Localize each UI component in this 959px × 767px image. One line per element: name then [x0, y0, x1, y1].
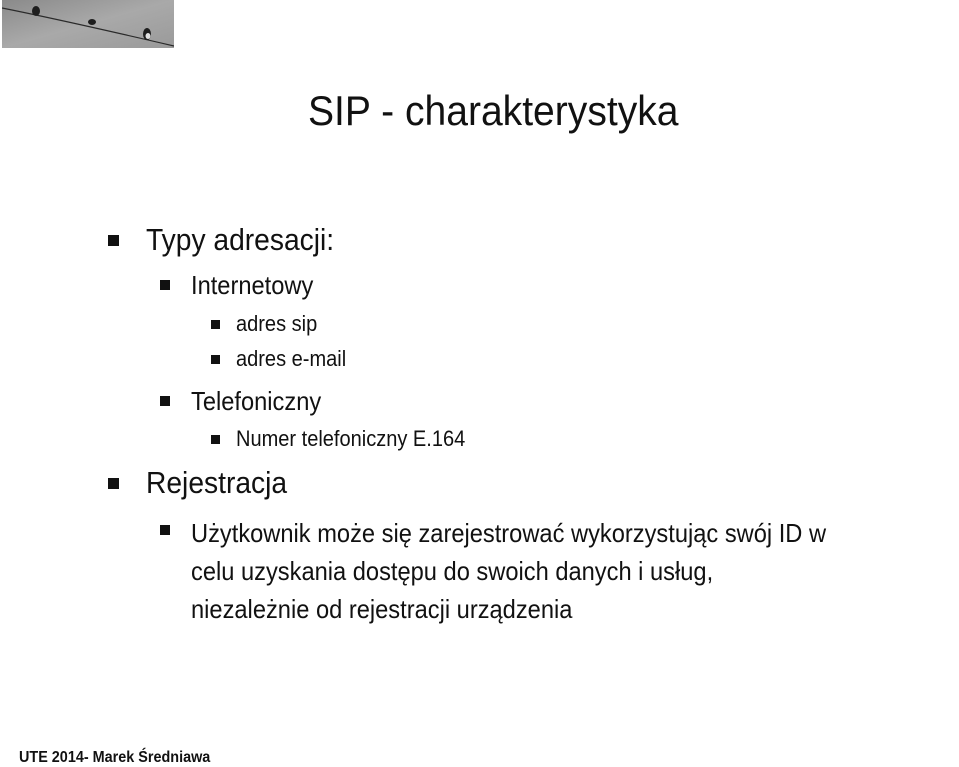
bullet-square-icon	[211, 435, 220, 444]
registration-description	[191, 514, 959, 628]
bullet-item-rejestracja: Rejestracja	[146, 465, 288, 500]
bullet-square-icon	[211, 320, 220, 329]
bullet-item-adres-email: adres e-mail	[236, 346, 347, 371]
bullet-item-typy-adresacji: Typy adresacji:	[146, 222, 335, 257]
bullet-square-icon	[160, 525, 170, 535]
bullet-square-icon	[160, 280, 170, 290]
birds-on-wire-image	[2, 0, 174, 48]
registration-description-line: celu uzyskania dostępu do swoich danych i usług,	[191, 556, 714, 586]
registration-description-line: Użytkownik może się zarejestrować wykorzystując swój ID w	[191, 518, 827, 548]
slide-title: SIP - charakterystyka	[308, 87, 679, 134]
registration-description-line: niezależnie od rejestracji urządzenia	[191, 594, 573, 624]
bullet-item-adres-sip: adres sip	[236, 311, 318, 336]
bullet-square-icon	[108, 235, 119, 246]
bullet-item-internetowy: Internetowy	[191, 270, 314, 300]
footer-author: UTE 2014- Marek Średniawa	[19, 749, 211, 766]
bullet-item-telefoniczny: Telefoniczny	[191, 386, 322, 416]
bullet-item-numer-telefoniczny: Numer telefoniczny E.164	[236, 426, 466, 451]
birds-on-wire-photo	[2, 0, 174, 48]
bullet-square-icon	[108, 478, 119, 489]
bullet-square-icon	[211, 355, 220, 364]
bullet-square-icon	[160, 396, 170, 406]
